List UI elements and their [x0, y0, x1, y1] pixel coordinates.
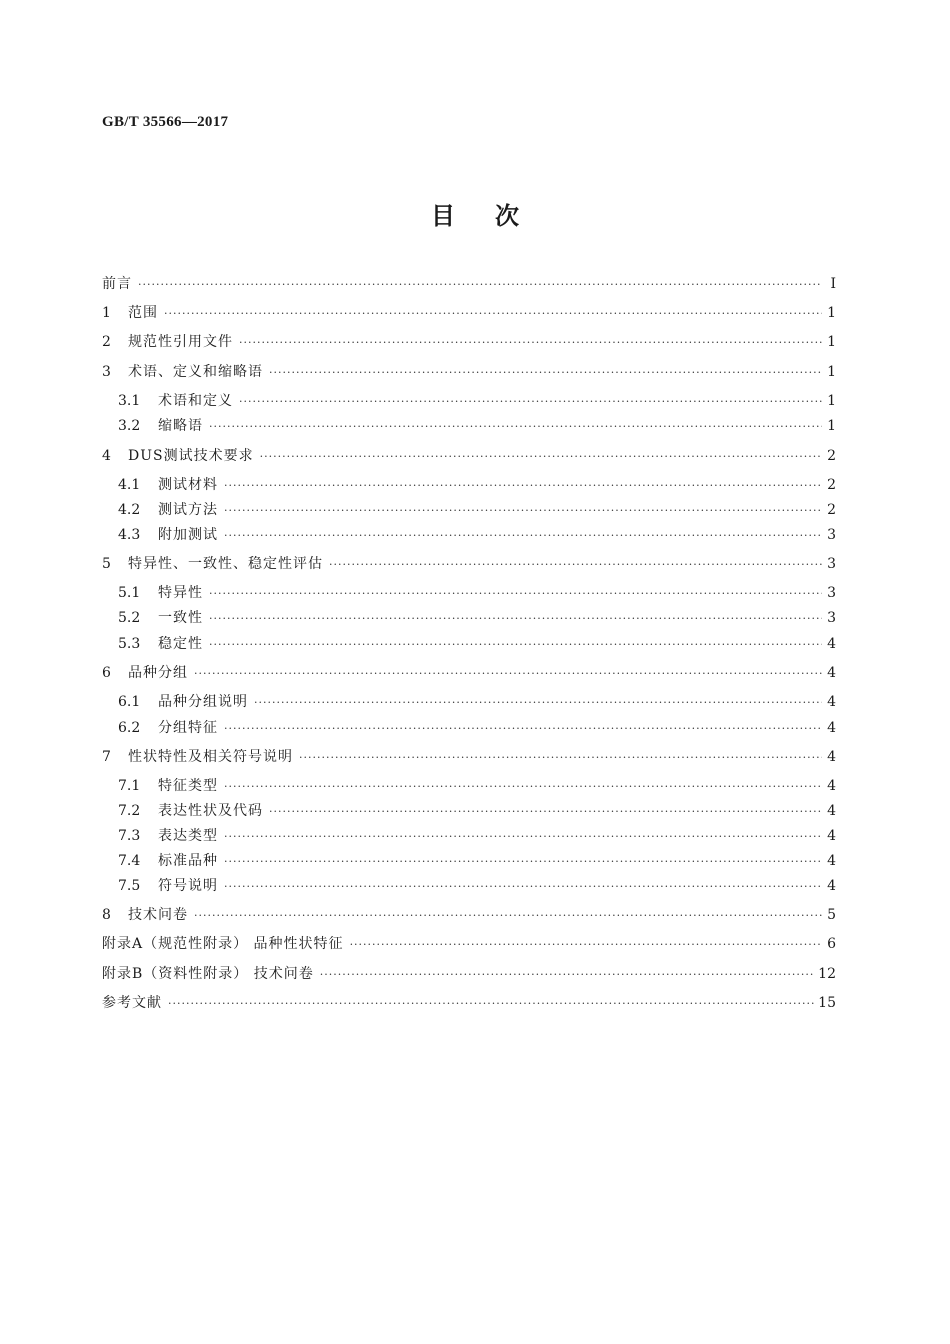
- dot-leader: [194, 664, 822, 684]
- toc-entry-number: 4.1: [118, 477, 141, 493]
- toc-entry-page: 4: [827, 878, 836, 894]
- toc-entry[interactable]: [102, 446, 836, 467]
- dot-leader: [269, 802, 822, 822]
- toc-entry-number: 1: [102, 305, 111, 321]
- toc-entry-label: 表达类型: [158, 828, 218, 844]
- toc-entry-page: 4: [827, 778, 836, 794]
- toc-entry-label: 参考文献: [102, 995, 162, 1011]
- standard-code: GB/T 35566—2017: [102, 114, 229, 130]
- toc-entry-page: 4: [827, 749, 836, 765]
- toc-entry-label: 附加测试: [158, 527, 218, 543]
- toc-entry-label: 技术问卷: [128, 907, 188, 923]
- page-title: 目次: [431, 201, 559, 230]
- toc-entry-number: 4.2: [118, 502, 141, 518]
- dot-leader: [239, 392, 822, 412]
- toc-entry[interactable]: [118, 391, 836, 412]
- dot-leader: [224, 827, 822, 847]
- toc-entry[interactable]: [118, 500, 836, 521]
- toc-entry-label: 术语、定义和缩略语: [128, 364, 263, 380]
- toc-entry-label: 术语和定义: [158, 393, 233, 409]
- toc-entry-page: 1: [827, 305, 836, 321]
- toc-entry[interactable]: [118, 776, 836, 797]
- toc-entry-number: 3: [102, 364, 111, 380]
- toc-entry-label: 缩略语: [158, 418, 203, 434]
- dot-leader: [299, 748, 822, 768]
- toc-entry-page: 1: [827, 334, 836, 350]
- dot-leader: [350, 935, 822, 955]
- toc-entry-label: 表达性状及代码: [158, 803, 263, 819]
- toc-entry[interactable]: [118, 634, 836, 655]
- toc-entry-number: 7.2: [118, 803, 141, 819]
- toc-entry[interactable]: [118, 801, 836, 822]
- toc-entry-page: 1: [827, 418, 836, 434]
- toc-entry-label: DUS测试技术要求: [128, 448, 254, 464]
- toc-entry-label: 一致性: [158, 610, 203, 626]
- toc-entry-page: 15: [818, 995, 836, 1011]
- toc-entry-label: 稳定性: [158, 636, 203, 652]
- toc-entry[interactable]: [102, 274, 836, 295]
- toc-entry[interactable]: [118, 583, 836, 604]
- dot-leader: [224, 719, 822, 739]
- toc-entry-page: 4: [827, 720, 836, 736]
- toc-entry-number: 7.1: [118, 778, 141, 794]
- toc-entry-number: 5.3: [118, 636, 141, 652]
- toc-entry-label: 附录B（资料性附录） 技术问卷: [102, 966, 314, 982]
- toc-entry-page: 1: [827, 364, 836, 380]
- toc-entry-page: 2: [827, 477, 836, 493]
- toc-entry-number: 6: [102, 665, 111, 681]
- dot-leader: [224, 476, 822, 496]
- toc-entry-label: 标准品种: [158, 853, 218, 869]
- dot-leader: [224, 526, 822, 546]
- toc-entry-label: 分组特征: [158, 720, 218, 736]
- toc-entry-number: 3.2: [118, 418, 141, 434]
- toc-entry[interactable]: [118, 416, 836, 437]
- dot-leader: [164, 304, 822, 324]
- dot-leader: [209, 609, 822, 629]
- toc-entry-number: 7.4: [118, 853, 141, 869]
- toc-entry-page: 5: [827, 907, 836, 923]
- dot-leader: [269, 363, 822, 383]
- toc-entry[interactable]: [102, 332, 836, 353]
- toc-entry-number: 7.3: [118, 828, 141, 844]
- toc-entry[interactable]: [102, 747, 836, 768]
- toc-entry-label: 测试方法: [158, 502, 218, 518]
- toc-entry-page: 3: [827, 610, 836, 626]
- toc-entry[interactable]: [118, 692, 836, 713]
- toc-entry-number: 5: [102, 556, 111, 572]
- toc-entry-page: 4: [827, 665, 836, 681]
- toc-entry[interactable]: [102, 663, 836, 684]
- dot-leader: [224, 852, 822, 872]
- toc-entry-label: 前言: [102, 276, 132, 292]
- toc-entry-page: 4: [827, 636, 836, 652]
- toc-entry-label: 性状特性及相关符号说明: [128, 749, 293, 765]
- toc-entry-number: 5.2: [118, 610, 141, 626]
- dot-leader: [320, 965, 814, 985]
- toc-entry-label: 规范性引用文件: [128, 334, 233, 350]
- dot-leader: [209, 635, 822, 655]
- toc-entry-page: 6: [827, 936, 836, 952]
- toc-entry[interactable]: [102, 993, 836, 1014]
- toc-entry-number: 6.2: [118, 720, 141, 736]
- dot-leader: [168, 994, 814, 1014]
- toc-entry-label: 范围: [128, 305, 158, 321]
- dot-leader: [254, 693, 822, 713]
- toc-entry-number: 8: [102, 907, 111, 923]
- dot-leader: [224, 501, 822, 521]
- toc-entry[interactable]: [102, 934, 836, 955]
- toc-entry-page: Ⅰ: [830, 276, 836, 292]
- toc-entry[interactable]: [118, 608, 836, 629]
- toc-entry-label: 品种分组说明: [158, 694, 248, 710]
- toc-entry[interactable]: [102, 362, 836, 383]
- dot-leader: [260, 447, 822, 467]
- toc-entry[interactable]: [118, 876, 836, 897]
- dot-leader: [138, 275, 822, 295]
- toc-entry-number: 4.3: [118, 527, 141, 543]
- toc-entry-number: 5.1: [118, 585, 141, 601]
- toc-entry-page: 12: [818, 966, 836, 982]
- toc-entry-label: 特异性、一致性、稳定性评估: [128, 556, 323, 572]
- dot-leader: [329, 555, 822, 575]
- dot-leader: [224, 777, 822, 797]
- toc-entry[interactable]: [118, 718, 836, 739]
- toc-entry[interactable]: [118, 475, 836, 496]
- toc-entry-number: 2: [102, 334, 111, 350]
- toc-entry[interactable]: [118, 525, 836, 546]
- toc-entry-number: 7: [102, 749, 111, 765]
- toc-entry-number: 4: [102, 448, 111, 464]
- dot-leader: [239, 333, 822, 353]
- toc-entry[interactable]: [118, 851, 836, 872]
- toc-entry-page: 4: [827, 694, 836, 710]
- toc-entry-page: 4: [827, 803, 836, 819]
- toc-entry-page: 2: [827, 502, 836, 518]
- dot-leader: [194, 906, 822, 926]
- dot-leader: [209, 417, 822, 437]
- toc-entry-page: 1: [827, 393, 836, 409]
- toc-entry-number: 3.1: [118, 393, 141, 409]
- toc-entry-page: 3: [827, 585, 836, 601]
- toc-entry-label: 测试材料: [158, 477, 218, 493]
- toc-entry-label: 特异性: [158, 585, 203, 601]
- toc-entry-page: 4: [827, 853, 836, 869]
- dot-leader: [224, 877, 822, 897]
- toc-entry[interactable]: [102, 964, 836, 985]
- toc-entry[interactable]: [118, 826, 836, 847]
- toc-entry-label: 附录A（规范性附录） 品种性状特征: [102, 936, 344, 952]
- toc-entry[interactable]: [102, 905, 836, 926]
- toc-entry-page: 2: [827, 448, 836, 464]
- toc-entry-page: 3: [827, 556, 836, 572]
- toc-entry-page: 4: [827, 828, 836, 844]
- toc-entry-label: 品种分组: [128, 665, 188, 681]
- toc-entry-label: 符号说明: [158, 878, 218, 894]
- toc-entry-label: 特征类型: [158, 778, 218, 794]
- toc-entry[interactable]: [102, 303, 836, 324]
- toc-entry-page: 3: [827, 527, 836, 543]
- toc-entry-number: 6.1: [118, 694, 141, 710]
- dot-leader: [209, 584, 822, 604]
- toc-entry-number: 7.5: [118, 878, 141, 894]
- toc-entry[interactable]: [102, 554, 836, 575]
